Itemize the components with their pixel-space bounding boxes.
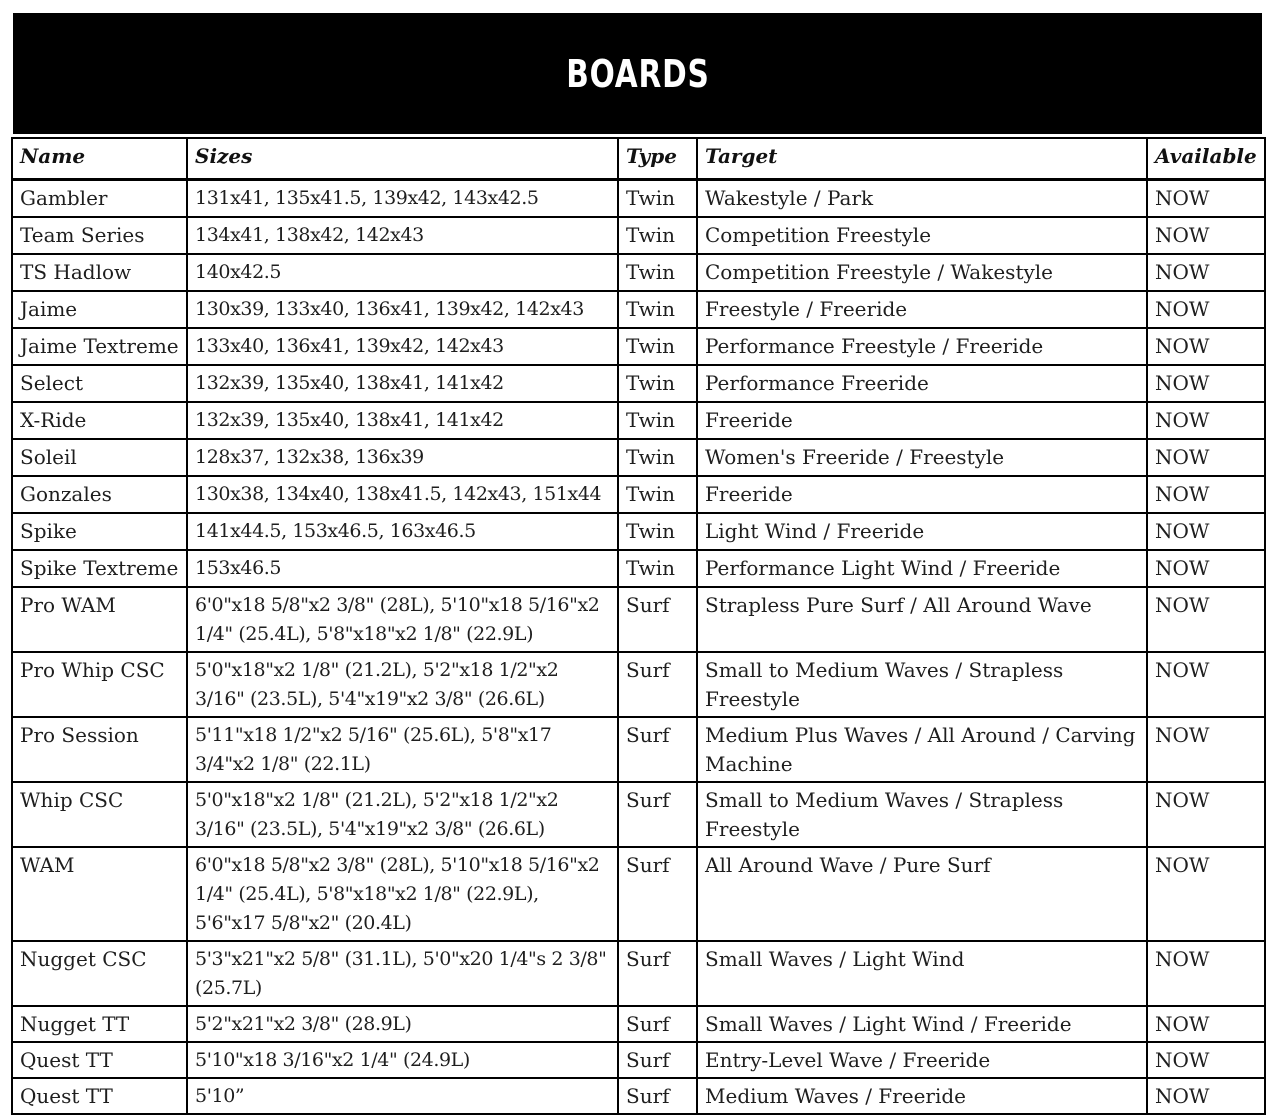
cell-type: Surf: [618, 782, 697, 847]
cell-name: Spike Textreme: [12, 550, 187, 587]
table-row: [12, 652, 1265, 717]
column-header-type: Type: [618, 138, 697, 180]
cell-sizes: 141x44.5, 153x46.5, 163x46.5: [187, 513, 618, 550]
cell-type: Twin: [618, 439, 697, 476]
cell-available: NOW: [1147, 941, 1265, 1006]
table-row: [12, 513, 1265, 550]
cell-type: Surf: [618, 717, 697, 782]
cell-sizes: 5'10”: [187, 1078, 618, 1114]
cell-sizes: 5'2"x21"x2 3/8" (28.9L): [187, 1006, 618, 1042]
cell-target: Small to Medium Waves / Strapless Freestyle: [697, 782, 1147, 847]
cell-name: Gambler: [12, 180, 187, 218]
cell-sizes: 153x46.5: [187, 550, 618, 587]
cell-target: Medium Plus Waves / All Around / Carving Machine: [697, 717, 1147, 782]
cell-available: NOW: [1147, 402, 1265, 439]
table-row: [12, 550, 1265, 587]
cell-available: NOW: [1147, 365, 1265, 402]
cell-target: Freestyle / Freeride: [697, 291, 1147, 328]
cell-name: Soleil: [12, 439, 187, 476]
page-title: BOARDS: [565, 51, 710, 96]
table-row: [12, 365, 1265, 402]
cell-sizes: 131x41, 135x41.5, 139x42, 143x42.5: [187, 180, 618, 218]
cell-target: Strapless Pure Surf / All Around Wave: [697, 587, 1147, 652]
cell-target: Small to Medium Waves / Strapless Freestyle: [697, 652, 1147, 717]
cell-available: NOW: [1147, 652, 1265, 717]
cell-type: Surf: [618, 1006, 697, 1042]
cell-target: Small Waves / Light Wind: [697, 941, 1147, 1006]
cell-type: Surf: [618, 941, 697, 1006]
cell-target: Women's Freeride / Freestyle: [697, 439, 1147, 476]
cell-available: NOW: [1147, 217, 1265, 254]
cell-available: NOW: [1147, 1042, 1265, 1078]
cell-name: Select: [12, 365, 187, 402]
table-body: [12, 180, 1265, 1115]
table-row: [12, 439, 1265, 476]
cell-available: NOW: [1147, 180, 1265, 218]
cell-type: Surf: [618, 1042, 697, 1078]
cell-name: Nugget CSC: [12, 941, 187, 1006]
table-row: [12, 328, 1265, 365]
cell-type: Surf: [618, 587, 697, 652]
cell-target: Competition Freestyle: [697, 217, 1147, 254]
column-header-available: Available: [1147, 138, 1265, 180]
cell-sizes: 128x37, 132x38, 136x39: [187, 439, 618, 476]
cell-available: NOW: [1147, 1078, 1265, 1114]
table-row: [12, 1078, 1265, 1114]
cell-available: NOW: [1147, 328, 1265, 365]
cell-name: WAM: [12, 847, 187, 941]
cell-type: Twin: [618, 254, 697, 291]
cell-name: Pro WAM: [12, 587, 187, 652]
column-header-target: Target: [697, 138, 1147, 180]
cell-available: NOW: [1147, 717, 1265, 782]
column-header-name: Name: [12, 138, 187, 180]
cell-name: Jaime Textreme: [12, 328, 187, 365]
table-row: [12, 782, 1265, 847]
table-row: [12, 941, 1265, 1006]
cell-target: Light Wind / Freeride: [697, 513, 1147, 550]
cell-name: Jaime: [12, 291, 187, 328]
table-row: [12, 180, 1265, 218]
cell-type: Twin: [618, 291, 697, 328]
column-header-sizes: Sizes: [187, 138, 618, 180]
cell-type: Twin: [618, 550, 697, 587]
cell-available: NOW: [1147, 1006, 1265, 1042]
table-row: [12, 291, 1265, 328]
cell-type: Surf: [618, 1078, 697, 1114]
cell-sizes: 133x40, 136x41, 139x42, 142x43: [187, 328, 618, 365]
cell-target: Performance Freeride: [697, 365, 1147, 402]
cell-target: Competition Freestyle / Wakestyle: [697, 254, 1147, 291]
cell-sizes: 130x38, 134x40, 138x41.5, 142x43, 151x44: [187, 476, 618, 513]
table-row: [12, 1006, 1265, 1042]
cell-sizes: 134x41, 138x42, 142x43: [187, 217, 618, 254]
boards-table: [11, 137, 1266, 1115]
cell-sizes: 132x39, 135x40, 138x41, 141x42: [187, 402, 618, 439]
cell-sizes: 140x42.5: [187, 254, 618, 291]
cell-sizes: 5'11"x18 1/2"x2 5/16" (25.6L), 5'8"x17 3/4"x2 1/8" (22.1L): [187, 717, 618, 782]
cell-target: Freeride: [697, 476, 1147, 513]
cell-type: Twin: [618, 180, 697, 218]
cell-name: TS Hadlow: [12, 254, 187, 291]
cell-available: NOW: [1147, 439, 1265, 476]
table-row: [12, 217, 1265, 254]
cell-name: Pro Session: [12, 717, 187, 782]
cell-type: Twin: [618, 513, 697, 550]
cell-target: Performance Light Wind / Freeride: [697, 550, 1147, 587]
cell-available: NOW: [1147, 513, 1265, 550]
cell-name: Team Series: [12, 217, 187, 254]
table-row: [12, 587, 1265, 652]
cell-name: Pro Whip CSC: [12, 652, 187, 717]
cell-name: Spike: [12, 513, 187, 550]
cell-available: NOW: [1147, 847, 1265, 941]
cell-sizes: 132x39, 135x40, 138x41, 141x42: [187, 365, 618, 402]
cell-available: NOW: [1147, 476, 1265, 513]
cell-type: Twin: [618, 476, 697, 513]
cell-name: X-Ride: [12, 402, 187, 439]
cell-available: NOW: [1147, 254, 1265, 291]
cell-target: Freeride: [697, 402, 1147, 439]
cell-available: NOW: [1147, 782, 1265, 847]
cell-sizes: 5'0"x18"x2 1/8" (21.2L), 5'2"x18 1/2"x2 3/16" (23.5L), 5'4"x19"x2 3/8" (26.6L): [187, 652, 618, 717]
cell-sizes: 5'0"x18"x2 1/8" (21.2L), 5'2"x18 1/2"x2 3/16" (23.5L), 5'4"x19"x2 3/8" (26.6L): [187, 782, 618, 847]
cell-name: Nugget TT: [12, 1006, 187, 1042]
table-row: [12, 1042, 1265, 1078]
cell-type: Twin: [618, 402, 697, 439]
cell-type: Twin: [618, 217, 697, 254]
cell-type: Surf: [618, 847, 697, 941]
cell-sizes: 5'3"x21"x2 5/8" (31.1L), 5'0"x20 1/4"s 2 3/8" (25.7L): [187, 941, 618, 1006]
table-row: [12, 254, 1265, 291]
cell-name: Whip CSC: [12, 782, 187, 847]
cell-target: Medium Waves / Freeride: [697, 1078, 1147, 1114]
cell-available: NOW: [1147, 550, 1265, 587]
cell-target: Wakestyle / Park: [697, 180, 1147, 218]
cell-target: Entry-Level Wave / Freeride: [697, 1042, 1147, 1078]
cell-sizes: 130x39, 133x40, 136x41, 139x42, 142x43: [187, 291, 618, 328]
table-row: [12, 717, 1265, 782]
cell-name: Gonzales: [12, 476, 187, 513]
cell-target: Small Waves / Light Wind / Freeride: [697, 1006, 1147, 1042]
cell-available: NOW: [1147, 587, 1265, 652]
cell-name: Quest TT: [12, 1042, 187, 1078]
cell-target: All Around Wave / Pure Surf: [697, 847, 1147, 941]
cell-sizes: 6'0"x18 5/8"x2 3/8" (28L), 5'10"x18 5/16"x2 1/4" (25.4L), 5'8"x18"x2 1/8" (22.9L), 5'6"x17 5/8"x2" (20.4L): [187, 847, 618, 941]
table-row: [12, 847, 1265, 941]
cell-type: Surf: [618, 652, 697, 717]
table-row: [12, 402, 1265, 439]
cell-name: Quest TT: [12, 1078, 187, 1114]
header-row: [12, 138, 1265, 180]
table-row: [12, 476, 1265, 513]
cell-type: Twin: [618, 365, 697, 402]
cell-available: NOW: [1147, 291, 1265, 328]
title-banner: [13, 13, 1262, 134]
cell-sizes: 6'0"x18 5/8"x2 3/8" (28L), 5'10"x18 5/16"x2 1/4" (25.4L), 5'8"x18"x2 1/8" (22.9L): [187, 587, 618, 652]
cell-type: Twin: [618, 328, 697, 365]
cell-sizes: 5'10"x18 3/16"x2 1/4" (24.9L): [187, 1042, 618, 1078]
cell-target: Performance Freestyle / Freeride: [697, 328, 1147, 365]
